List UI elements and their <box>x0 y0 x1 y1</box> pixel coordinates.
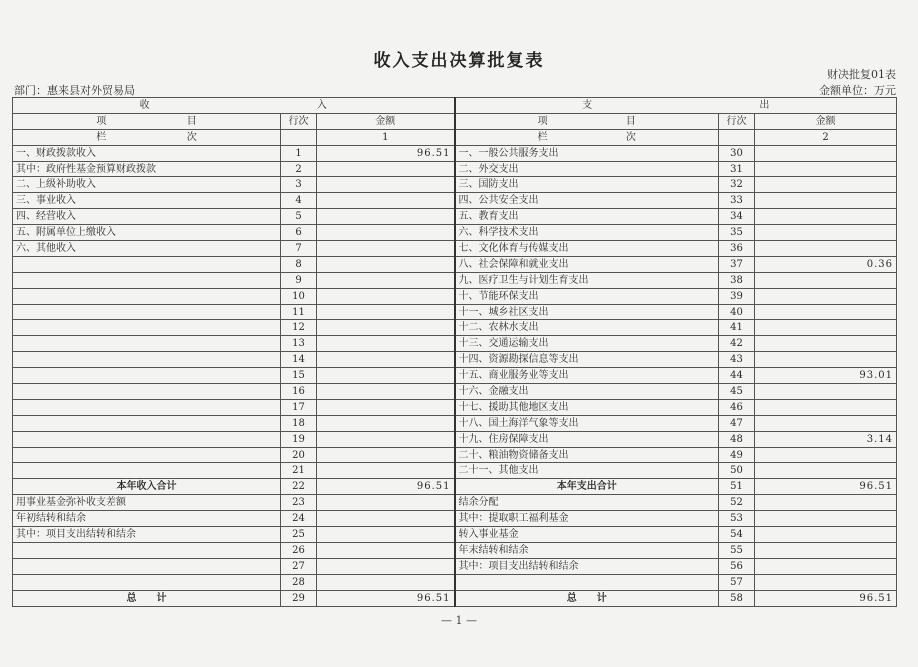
table-row <box>13 256 897 272</box>
expense-column-label: 栏 次 <box>455 129 719 145</box>
table-row <box>13 495 897 511</box>
income-row-no: 10 <box>281 288 317 304</box>
income-amount <box>317 336 455 352</box>
income-row-no: 6 <box>281 225 317 241</box>
expense-item: 十七、援助其他地区支出 <box>455 399 719 415</box>
expense-row-no: 51 <box>719 479 755 495</box>
income-row-no: 16 <box>281 384 317 400</box>
income-amount <box>317 527 455 543</box>
income-item <box>13 542 281 558</box>
expense-row-no: 52 <box>719 495 755 511</box>
expense-item: 七、文化体育与传媒支出 <box>455 241 719 257</box>
income-amount <box>317 177 455 193</box>
income-column-label: 栏 次 <box>13 129 281 145</box>
income-item: 其中：政府性基金预算财政拨款 <box>13 161 281 177</box>
income-item: 年初结转和结余 <box>13 511 281 527</box>
expense-item: 一、一般公共服务支出 <box>455 145 719 161</box>
income-item <box>13 352 281 368</box>
income-row-no: 27 <box>281 558 317 574</box>
income-row-no: 21 <box>281 463 317 479</box>
expense-amount: 3.14 <box>755 431 897 447</box>
income-item: 本年收入合计 <box>13 479 281 495</box>
expense-amount <box>755 161 897 177</box>
table-row <box>13 542 897 558</box>
income-row-no: 25 <box>281 527 317 543</box>
expense-item: 十一、城乡社区支出 <box>455 304 719 320</box>
expense-row-no: 39 <box>719 288 755 304</box>
income-row-no: 9 <box>281 272 317 288</box>
expense-amount <box>755 225 897 241</box>
expense-row-no: 42 <box>719 336 755 352</box>
expense-item: 十二、农林水支出 <box>455 320 719 336</box>
income-row-no: 20 <box>281 447 317 463</box>
expense-row-no: 53 <box>719 511 755 527</box>
income-row-no: 11 <box>281 304 317 320</box>
expense-item: 十、节能环保支出 <box>455 288 719 304</box>
table-row <box>13 431 897 447</box>
expense-item: 本年支出合计 <box>455 479 719 495</box>
table-row <box>13 527 897 543</box>
income-amount <box>317 272 455 288</box>
income-amount <box>317 431 455 447</box>
expense-amount <box>755 447 897 463</box>
income-item <box>13 256 281 272</box>
income-item <box>13 288 281 304</box>
income-row-no: 13 <box>281 336 317 352</box>
income-row-no: 7 <box>281 241 317 257</box>
income-item <box>13 384 281 400</box>
income-amount <box>317 399 455 415</box>
expense-row-no: 49 <box>719 447 755 463</box>
expense-row-no: 37 <box>719 256 755 272</box>
expense-item: 九、医疗卫生与计划生育支出 <box>455 272 719 288</box>
expense-item: 结余分配 <box>455 495 719 511</box>
table-row <box>13 304 897 320</box>
expense-amount <box>755 177 897 193</box>
income-amount <box>317 574 455 590</box>
income-item <box>13 574 281 590</box>
expense-row-no: 54 <box>719 527 755 543</box>
income-row-no: 22 <box>281 479 317 495</box>
expense-item: 年末结转和结余 <box>455 542 719 558</box>
expense-item: 三、国防支出 <box>455 177 719 193</box>
expense-row-no: 40 <box>719 304 755 320</box>
expense-row-no: 34 <box>719 209 755 225</box>
expense-item: 十五、商业服务业等支出 <box>455 368 719 384</box>
table-row <box>13 415 897 431</box>
expense-row-no: 30 <box>719 145 755 161</box>
income-amount <box>317 384 455 400</box>
expense-section-header: 支 出 <box>455 98 897 114</box>
table-row <box>13 161 897 177</box>
page-number: — 1 — <box>441 614 477 627</box>
income-amount <box>317 320 455 336</box>
income-row-no: 17 <box>281 399 317 415</box>
section-header-row <box>13 98 897 114</box>
expense-item: 八、社会保障和就业支出 <box>455 256 719 272</box>
income-row-no: 23 <box>281 495 317 511</box>
expense-rowno-header: 行次 <box>719 113 755 129</box>
expense-amount <box>755 463 897 479</box>
expense-row-no: 35 <box>719 225 755 241</box>
expense-amount <box>755 495 897 511</box>
expense-amount <box>755 352 897 368</box>
expense-item: 十九、住房保障支出 <box>455 431 719 447</box>
income-item: 三、事业收入 <box>13 193 281 209</box>
expense-row-no: 45 <box>719 384 755 400</box>
expense-item: 十三、交通运输支出 <box>455 336 719 352</box>
table-row <box>13 447 897 463</box>
column-index-row <box>13 129 897 145</box>
expense-amount <box>755 542 897 558</box>
expense-row-no: 46 <box>719 399 755 415</box>
expense-row-no: 43 <box>719 352 755 368</box>
expense-item: 总 计 <box>455 590 719 606</box>
income-amount <box>317 447 455 463</box>
income-item <box>13 447 281 463</box>
expense-row-no: 33 <box>719 193 755 209</box>
income-item <box>13 415 281 431</box>
income-item: 六、其他收入 <box>13 241 281 257</box>
income-item <box>13 336 281 352</box>
income-amount <box>317 415 455 431</box>
table-row <box>13 241 897 257</box>
table-row <box>13 320 897 336</box>
income-row-no: 18 <box>281 415 317 431</box>
income-item <box>13 463 281 479</box>
income-row-no: 8 <box>281 256 317 272</box>
income-amount <box>317 304 455 320</box>
department-label: 部门：惠来县对外贸易局 <box>14 84 135 97</box>
income-amount <box>317 225 455 241</box>
income-amount <box>317 256 455 272</box>
expense-amount <box>755 399 897 415</box>
income-item: 四、经营收入 <box>13 209 281 225</box>
income-item: 其中：项目支出结转和结余 <box>13 527 281 543</box>
table-row <box>13 368 897 384</box>
income-amount: 96.51 <box>317 590 455 606</box>
income-row-no: 4 <box>281 193 317 209</box>
expense-amount <box>755 527 897 543</box>
income-amount <box>317 209 455 225</box>
table-row <box>13 209 897 225</box>
expense-item: 四、公共安全支出 <box>455 193 719 209</box>
expense-row-no: 38 <box>719 272 755 288</box>
table-row <box>13 399 897 415</box>
table-row <box>13 511 897 527</box>
income-amount <box>317 368 455 384</box>
income-row-no: 15 <box>281 368 317 384</box>
expense-row-no: 47 <box>719 415 755 431</box>
expense-amount: 96.51 <box>755 590 897 606</box>
expense-item: 十六、金融支出 <box>455 384 719 400</box>
income-row-no: 1 <box>281 145 317 161</box>
income-row-no: 3 <box>281 177 317 193</box>
expense-amount <box>755 304 897 320</box>
table-row <box>13 193 897 209</box>
table-row <box>13 590 897 606</box>
income-amount <box>317 241 455 257</box>
table-row <box>13 177 897 193</box>
table-row <box>13 352 897 368</box>
table-row <box>13 145 897 161</box>
income-row-no: 12 <box>281 320 317 336</box>
income-item: 二、上级补助收入 <box>13 177 281 193</box>
expense-item: 十四、资源勘探信息等支出 <box>455 352 719 368</box>
expense-item: 二十一、其他支出 <box>455 463 719 479</box>
income-amount <box>317 463 455 479</box>
expense-item: 二、外交支出 <box>455 161 719 177</box>
expense-row-no: 36 <box>719 241 755 257</box>
income-amount <box>317 193 455 209</box>
expense-item <box>455 574 719 590</box>
income-section-header: 收 入 <box>13 98 455 114</box>
expense-row-no: 58 <box>719 590 755 606</box>
expense-item: 其中：提取职工福利基金 <box>455 511 719 527</box>
expense-row-no: 57 <box>719 574 755 590</box>
expense-amount <box>755 209 897 225</box>
expense-row-no: 48 <box>719 431 755 447</box>
amount-unit: 金额单位：万元 <box>819 84 896 97</box>
income-item <box>13 272 281 288</box>
column-header-row <box>13 113 897 129</box>
table-row <box>13 288 897 304</box>
expense-item: 五、教育支出 <box>455 209 719 225</box>
income-amount: 96.51 <box>317 145 455 161</box>
income-row-no: 29 <box>281 590 317 606</box>
expense-amount: 96.51 <box>755 479 897 495</box>
income-item <box>13 304 281 320</box>
expense-row-no: 32 <box>719 177 755 193</box>
expense-amount <box>755 145 897 161</box>
income-item-header: 项 目 <box>13 113 281 129</box>
expense-row-no: 55 <box>719 542 755 558</box>
expense-amount <box>755 558 897 574</box>
income-amount <box>317 288 455 304</box>
income-amount <box>317 161 455 177</box>
table-row <box>13 479 897 495</box>
table-row <box>13 574 897 590</box>
expense-amount <box>755 384 897 400</box>
income-amount: 96.51 <box>317 479 455 495</box>
income-item <box>13 558 281 574</box>
income-row-no: 28 <box>281 574 317 590</box>
expense-item: 其中：项目支出结转和结余 <box>455 558 719 574</box>
income-item: 五、附属单位上缴收入 <box>13 225 281 241</box>
expense-amount <box>755 272 897 288</box>
income-rowno-header: 行次 <box>281 113 317 129</box>
income-amount <box>317 352 455 368</box>
income-amount <box>317 495 455 511</box>
table-row <box>13 225 897 241</box>
expense-item: 十八、国土海洋气象等支出 <box>455 415 719 431</box>
income-column-index: 1 <box>317 129 455 145</box>
expense-item-header: 项 目 <box>455 113 719 129</box>
income-amount-header: 金额 <box>317 113 455 129</box>
expense-item: 六、科学技术支出 <box>455 225 719 241</box>
income-amount <box>317 511 455 527</box>
income-item <box>13 368 281 384</box>
table-row <box>13 336 897 352</box>
income-item: 用事业基金弥补收支差额 <box>13 495 281 511</box>
expense-amount: 0.36 <box>755 256 897 272</box>
expense-amount <box>755 288 897 304</box>
expense-amount <box>755 193 897 209</box>
table-row <box>13 272 897 288</box>
expense-column-index: 2 <box>755 129 897 145</box>
expense-amount-header: 金额 <box>755 113 897 129</box>
income-row-no: 26 <box>281 542 317 558</box>
expense-amount <box>755 241 897 257</box>
income-item: 一、财政拨款收入 <box>13 145 281 161</box>
expense-row-no: 44 <box>719 368 755 384</box>
income-row-no: 19 <box>281 431 317 447</box>
expense-item: 转入事业基金 <box>455 527 719 543</box>
expense-amount: 93.01 <box>755 368 897 384</box>
expense-amount <box>755 320 897 336</box>
expense-amount <box>755 415 897 431</box>
expense-amount <box>755 336 897 352</box>
income-row-no: 2 <box>281 161 317 177</box>
income-row-no: 24 <box>281 511 317 527</box>
table-row <box>13 463 897 479</box>
page-title: 收入支出决算批复表 <box>373 51 545 71</box>
income-amount <box>317 558 455 574</box>
expense-row-no: 41 <box>719 320 755 336</box>
income-row-no: 14 <box>281 352 317 368</box>
income-item <box>13 399 281 415</box>
income-item: 总 计 <box>13 590 281 606</box>
expense-amount <box>755 511 897 527</box>
expense-item: 二十、粮油物资储备支出 <box>455 447 719 463</box>
expense-row-no: 31 <box>719 161 755 177</box>
table-row <box>13 558 897 574</box>
expense-row-no: 50 <box>719 463 755 479</box>
form-code: 财决批复01表 <box>827 68 896 81</box>
income-amount <box>317 542 455 558</box>
income-item <box>13 320 281 336</box>
income-item <box>13 431 281 447</box>
budget-table <box>12 97 897 607</box>
expense-row-no: 56 <box>719 558 755 574</box>
income-row-no: 5 <box>281 209 317 225</box>
table-row <box>13 384 897 400</box>
expense-amount <box>755 574 897 590</box>
